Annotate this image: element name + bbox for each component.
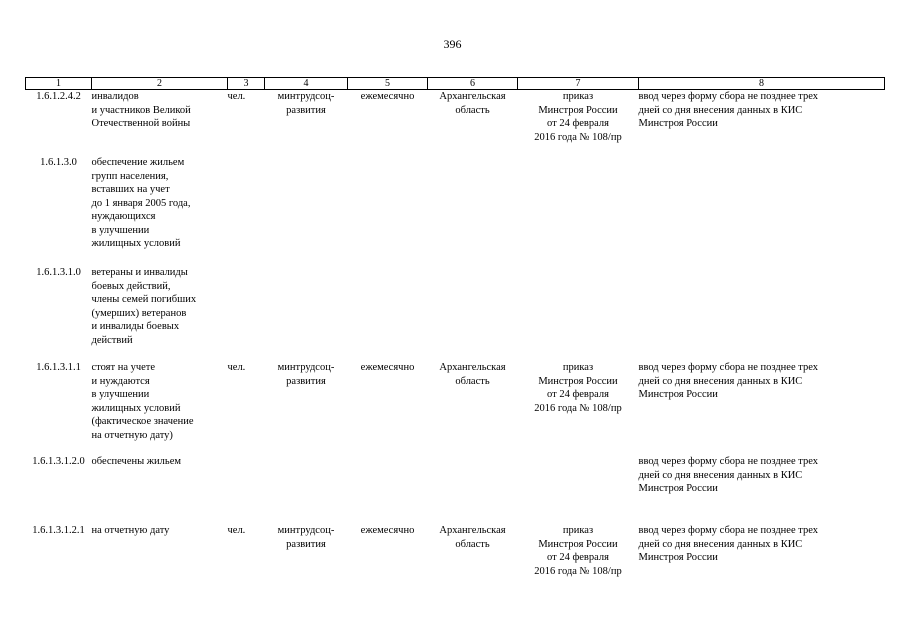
row-basis: приказ Минстроя России от 24 февраля 2016 года № 108/пр (534, 525, 622, 577)
column-header: 6 (428, 78, 518, 90)
row-department: минтрудсоц- развития (277, 362, 335, 387)
row-unit: чел. (227, 362, 246, 373)
page-number: 396 (443, 37, 462, 51)
row-method: ввод через форму сбора не позднее трех дней со дня внесения данных в КИС Минстроя России (638, 456, 818, 494)
column-header: 4 (265, 78, 348, 90)
row-region: Архангельская область (439, 91, 506, 116)
row-code: 1.6.1.2.4.2 (36, 91, 81, 102)
row-basis (518, 156, 639, 266)
row-name: стоят на учете и нуждаются в улучшении жилищных условий (фактическое значение на отчетную дату) (91, 362, 194, 441)
row-code: 1.6.1.3.1.2.1 (32, 525, 85, 536)
row-basis (518, 266, 639, 361)
column-header: 1 (26, 78, 92, 90)
column-number-row (26, 78, 885, 90)
row-method: ввод через форму сбора не позднее трех дней со дня внесения данных в КИС Минстроя России (638, 525, 818, 563)
row-region: Архангельская область (439, 525, 506, 550)
row-period: ежемесячно (360, 525, 415, 536)
row-basis (518, 455, 639, 524)
row-name: ветераны и инвалиды боевых действий, члены семей погибших (умерших) ветеранов и инвалиды боевых действий (91, 267, 197, 346)
row-unit (228, 266, 265, 361)
row-region (428, 455, 518, 524)
row-period: ежемесячно (360, 91, 415, 102)
row-unit (228, 156, 265, 266)
row-name: обеспечение жильем групп населения, вставших на учет до 1 января 2005 года, нуждающихся в улучшении жилищных условий (91, 157, 191, 249)
row-period: ежемесячно (360, 362, 415, 373)
row-department (265, 156, 348, 266)
row-region (428, 156, 518, 266)
row-name: инвалидов и участников Великой Отечественной войны (91, 91, 191, 129)
row-basis: приказ Минстроя России от 24 февраля 2016 года № 108/пр (534, 362, 622, 414)
row-method: ввод через форму сбора не позднее трех дней со дня внесения данных в КИС Минстроя России (638, 362, 818, 400)
indicator-table (25, 77, 885, 584)
row-unit (228, 455, 265, 524)
column-header: 2 (92, 78, 228, 90)
row-unit: чел. (227, 91, 246, 102)
row-code: 1.6.1.3.1.2.0 (32, 456, 85, 467)
row-method: ввод через форму сбора не позднее трех дней со дня внесения данных в КИС Минстроя России (638, 91, 818, 129)
column-header: 3 (228, 78, 265, 90)
row-unit: чел. (227, 525, 246, 536)
row-name: на отчетную дату (91, 525, 170, 536)
row-period (348, 266, 428, 361)
row-code: 1.6.1.3.1.1 (36, 362, 81, 373)
row-department: минтрудсоц- развития (277, 525, 335, 550)
column-header: 7 (518, 78, 639, 90)
column-header: 8 (639, 78, 885, 90)
row-period (348, 156, 428, 266)
row-department (265, 266, 348, 361)
row-code: 1.6.1.3.0 (40, 157, 77, 168)
row-method (639, 156, 885, 266)
row-period (348, 455, 428, 524)
table-row (26, 90, 885, 157)
row-code: 1.6.1.3.1.0 (36, 267, 81, 278)
row-name: обеспечены жильем (91, 456, 182, 467)
row-region (428, 266, 518, 361)
row-method (639, 266, 885, 361)
row-basis: приказ Минстроя России от 24 февраля 2016 года № 108/пр (534, 91, 622, 143)
table-row (26, 361, 885, 455)
table-row (26, 524, 885, 584)
row-region: Архангельская область (439, 362, 506, 387)
column-header: 5 (348, 78, 428, 90)
table-row (26, 156, 885, 266)
table-row (26, 266, 885, 361)
row-department: минтрудсоц- развития (277, 91, 335, 116)
row-department (265, 455, 348, 524)
table-row (26, 455, 885, 524)
